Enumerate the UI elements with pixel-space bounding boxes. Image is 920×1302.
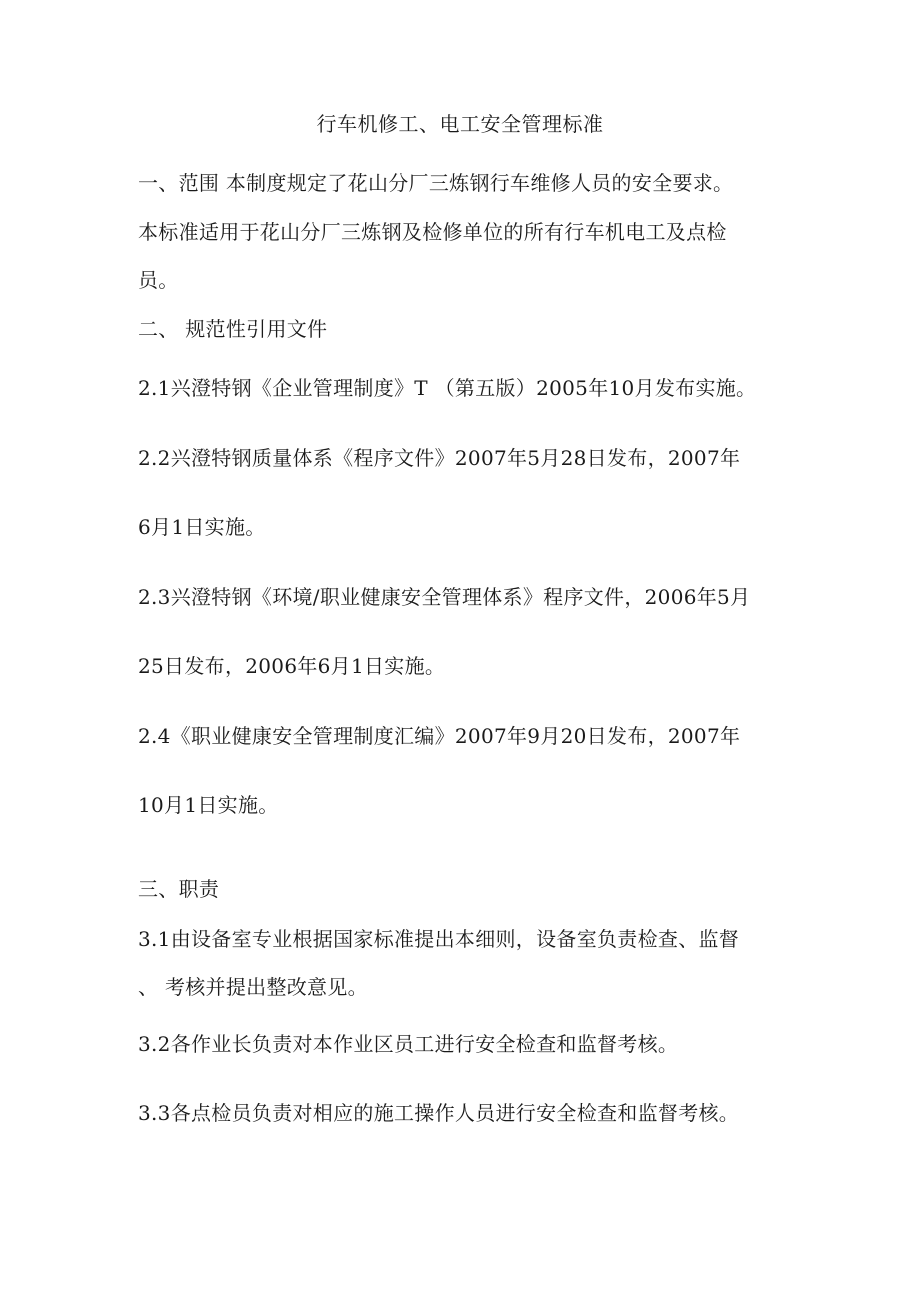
duty-3-2: 3.2各作业长负责对本作业区员工进行安全检查和监督考核。: [138, 1032, 679, 1056]
reference-2-1: 2.1兴澄特钢《企业管理制度》T （第五版）2005年10月发布实施。: [138, 376, 757, 400]
reference-2-2-line-1: 2.2兴澄特钢质量体系《程序文件》2007年5月28日发布，2007年: [138, 446, 741, 470]
duty-3-1-line-2: 、 考核并提出整改意见。: [138, 975, 368, 999]
duty-3-3: 3.3各点检员负责对相应的施工操作人员进行安全检查和监督考核。: [138, 1101, 740, 1125]
reference-2-2-line-2: 6月1日实施。: [138, 515, 266, 539]
document-title: 行车机修工、电工安全管理标准: [316, 112, 604, 136]
section-2-heading: 二、 规范性引用文件: [138, 317, 328, 341]
reference-2-4-line-2: 10月1日实施。: [138, 793, 279, 817]
duty-3-1-line-1: 3.1由设备室专业根据国家标准提出本细则，设备室负责检查、监督: [138, 927, 740, 951]
reference-2-3-line-2: 25日发布，2006年6月1日实施。: [138, 654, 446, 678]
scope-line-3: 员。: [138, 268, 179, 292]
section-3-heading: 三、职责: [138, 877, 220, 901]
scope-line-2: 本标准适用于花山分厂三炼钢及检修单位的所有行车机电工及点检: [138, 220, 727, 244]
reference-2-4-line-1: 2.4《职业健康安全管理制度汇编》2007年9月20日发布，2007年: [138, 724, 741, 748]
reference-2-3-line-1: 2.3兴澄特钢《环境/职业健康安全管理体系》程序文件，2006年5月: [138, 585, 751, 609]
scope-line-1: 一、范围 本制度规定了花山分厂三炼钢行车维修人员的安全要求。: [138, 171, 734, 195]
